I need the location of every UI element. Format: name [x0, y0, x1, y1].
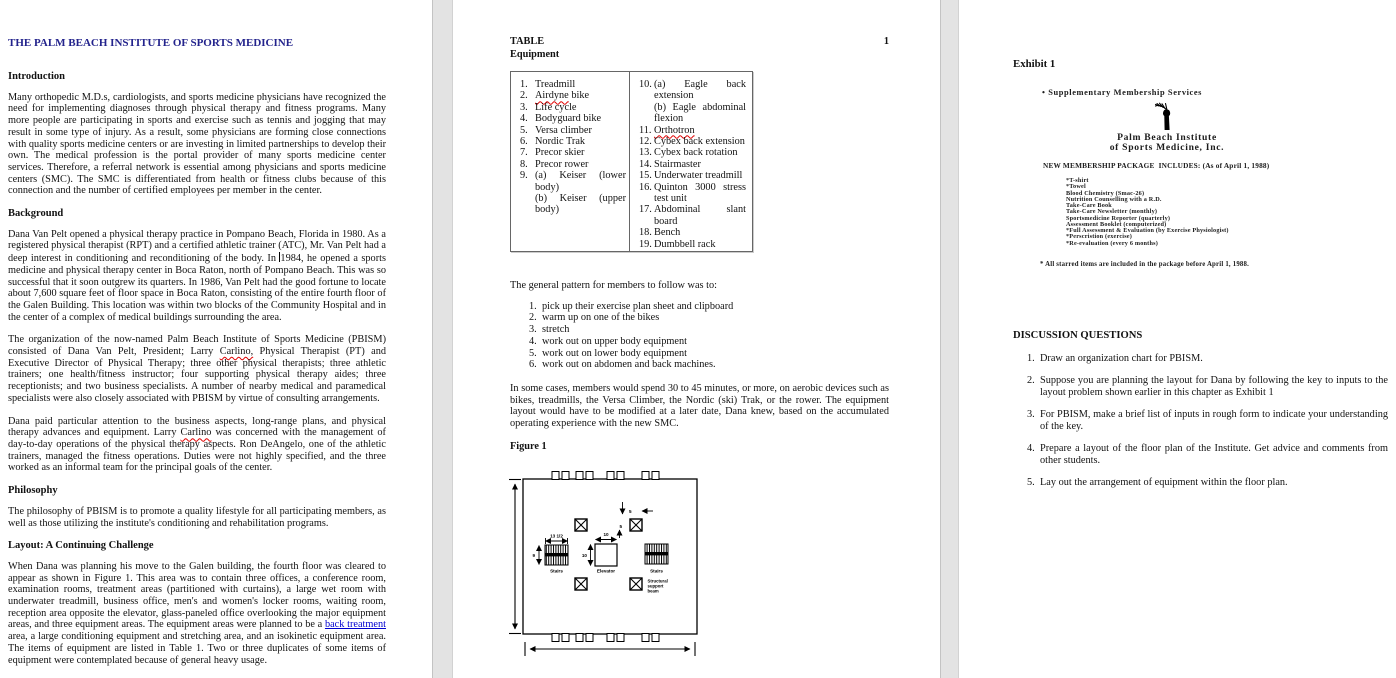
misspelled-word: Orthotron [654, 124, 695, 136]
paragraph-layout [8, 561, 386, 666]
heading-exhibit: Exhibit 1 [1013, 58, 1056, 70]
package-heading: NEW MEMBERSHIP PACKAGE INCLUDES: (As of April 1, 1988) [1043, 161, 1270, 170]
equipment-row [639, 159, 746, 170]
paragraph-aerobic: In some cases, members would spend 30 to 45 minutes, or more, on aerobic devices such as bikes, treadmills, the Versa Climber, the Nordic (ski) Trak, or the rower. The equipment layout would have to be modified at a later date, Dana knew, based on the accumulated operating experience with the new SMC. [510, 382, 889, 430]
package-item: Nutrition Counselling with a R.D. [1066, 195, 1162, 203]
discussion-question [1027, 443, 1390, 467]
discussion-question [1027, 409, 1390, 433]
question-text: Lay out the arrangement of equipment within the floor plan. [1040, 476, 1288, 488]
equipment-number: 13. [639, 147, 652, 159]
paragraph-philosophy: The philosophy of PBISM is to promote a quality lifestyle for all participating members, as well as those utilizing the institute's conditioning and rehabilitation programs. [8, 505, 386, 529]
page-gutter [940, 0, 959, 678]
heading-philosophy: Philosophy [8, 485, 58, 497]
equipment-name: Quinton 3000 stress test unit [654, 181, 746, 205]
beam-offset-dim: 5 [629, 509, 632, 515]
step-number: 4. [529, 335, 537, 347]
equipment-row [639, 227, 746, 238]
equipment-row [639, 136, 746, 147]
equipment-name: Versa climber [535, 124, 592, 136]
package-item: Take-Care Book [1066, 202, 1112, 209]
question-text: Suppose you are planning the layout for Dana by following the key to inputs to the layout problem shown earlier in this chapter as Exhibit 1 [1040, 375, 1388, 398]
equipment-name: Dumbbell rack [654, 238, 716, 250]
svg-text:beam: beam [647, 588, 659, 594]
page-gutter [432, 0, 453, 678]
organization-name-line2: of Sports Medicine, Inc. [1109, 142, 1225, 153]
package-item: Blood Chemistry (Smac-26) [1066, 189, 1145, 197]
document-title: THE PALM BEACH INSTITUTE OF SPORTS MEDICINE [8, 37, 294, 49]
organization-name-line1: Palm Beach Institute [1117, 132, 1217, 143]
package-item-list [1066, 178, 1315, 247]
equipment-name: (b) Keiser (upper body) [535, 193, 626, 216]
equipment-number: 12. [639, 136, 652, 148]
floor-plan-figure [505, 457, 710, 657]
discussion-question [1027, 477, 1390, 489]
equipment-number [520, 193, 535, 216]
equipment-row [520, 147, 626, 158]
text-segment: 1984, he opened a sports medicine and physical therapy center in Boca Raton, north of Pompano Beach. This was so successful that it soon outgrew its quarters. In 1986, Van Pelt had the good fortune to locate about 7,600 square feet of floor space in Boca Raton, consisting of the entire fourth floor of the Galen Building. This location was within two blocks of the Community Hospital and in the center of a complex of medical buildings surrounding the area. [8, 253, 386, 323]
pattern-step [529, 359, 889, 371]
equipment-row [520, 193, 626, 216]
stairs-right-label: Stairs [650, 568, 663, 574]
step-text: stretch [542, 324, 570, 336]
equipment-name [535, 90, 626, 101]
equipment-column-right [629, 72, 752, 251]
equipment-number: 16. [639, 181, 652, 193]
step-number: 6. [529, 359, 537, 371]
equipment-number: 15. [639, 170, 652, 182]
table-header-row [510, 36, 889, 49]
question-number: 2. [1027, 375, 1035, 387]
table-heading: TABLE [510, 36, 545, 47]
package-item: *Full Assessment & Evaluation (by Exercise Physiologist) [1066, 227, 1229, 234]
equipment-number: 8. [520, 158, 528, 170]
text-segment: was concerned with the management of day-to-day operations of the physical therapy aspects. Ron DeAngelo, one of the athletic trainers, managed the fitness operations. Duties were not highly specified, and the three worked as an informal team for the principal goals of the center. [8, 427, 386, 474]
equipment-column-left [511, 72, 629, 251]
package-item: *T-shirt [1066, 177, 1089, 184]
package-item: Sportsmedicine Reporter (quarterly) [1066, 214, 1171, 222]
page-1 [0, 0, 432, 678]
question-text: Draw an organization chart for PBISM. [1040, 353, 1203, 365]
equipment-row [520, 102, 626, 113]
equipment-name: (a) Keiser (lower body) [535, 170, 626, 193]
step-number: 3. [529, 324, 537, 336]
equipment-name: Precor rower [535, 158, 589, 170]
package-item: Assessment Booklet (computerized) [1066, 220, 1167, 228]
text-segment: Dana Van Pelt opened a physical therapy practice in Pompano Beach, Florida in 1980. As a registered physical therapist (RPT) and a certified athletic trainer (ATC), Mr. Van Pelt had a deep interest in conditioning and reconditioning of the body. In [8, 228, 386, 265]
equipment-number: 19. [639, 238, 652, 250]
stairs-right [645, 544, 668, 574]
equipment-name: Bodyguard bike [535, 113, 602, 125]
equipment-row [639, 170, 746, 181]
package-item: Take-Care Newsletter (monthly) [1066, 208, 1158, 216]
text-segment: When Dana was planning his move to the Galen building, the fourth floor was cleared to appear as shown in Figure 1. This area was to contain three offices, a conference room, examination rooms, treatment areas (partitioned with curtains), a large wet room with underwater treadmill, business office, men's and women's locker rooms, waiting room, reception area opposite the elevator, glass-paneled office overlooking the major equipment areas, and three equipment areas. The equipment areas were planned to be a [8, 560, 386, 631]
discussion-question [1027, 375, 1390, 399]
pattern-step [529, 312, 889, 324]
heading-discussion-questions: DISCUSSION QUESTIONS [1013, 330, 1143, 342]
equipment-name: (a) Eagle back extension [654, 79, 746, 102]
step-number: 2. [529, 312, 537, 324]
question-number: 5. [1027, 476, 1035, 488]
page-number: 1 [883, 36, 889, 47]
equipment-row [639, 239, 746, 250]
question-number: 3. [1027, 408, 1035, 420]
text-segment: bike [568, 90, 590, 102]
package-item: *Towel [1066, 183, 1086, 191]
pattern-step [529, 348, 889, 360]
elevator-depth-dim: 10 [581, 553, 587, 559]
equipment-name [654, 125, 746, 136]
equipment-row [520, 136, 626, 147]
discussion-question-list [1027, 353, 1390, 488]
misspelled-word: Carlino, [219, 346, 254, 358]
exhibit-subtitle-line [1042, 87, 1315, 99]
pattern-step [529, 301, 889, 313]
figure-caption: Figure 1 [510, 440, 547, 452]
support-beam-icon [630, 519, 642, 531]
equipment-row [520, 125, 626, 136]
discussion-question [1027, 353, 1390, 365]
page-3 [959, 0, 1396, 678]
paragraph-background-2 [8, 334, 386, 404]
equipment-name: Precor skier [535, 147, 585, 159]
equipment-name: Underwater treadmill [654, 170, 743, 182]
equipment-number: 9. [520, 170, 528, 182]
exhibit-1-block [1019, 87, 1315, 268]
heading-background: Background [8, 208, 64, 220]
table-subtitle: Equipment [510, 48, 560, 60]
step-text: work out on lower body equipment [542, 347, 687, 359]
paragraph-background-3 [8, 416, 386, 475]
question-number: 1. [1027, 353, 1035, 365]
elevator-width-dim: 10 [603, 532, 609, 538]
elevator-label: Elevator [596, 568, 616, 574]
equipment-number: 1. [520, 79, 528, 90]
misspelled-word: Carlino [180, 427, 212, 439]
equipment-row [639, 125, 746, 136]
equipment-name: Stairmaster [654, 158, 701, 170]
equipment-number: 10. [639, 79, 652, 90]
step-number: 1. [529, 300, 537, 312]
member-pattern-list [529, 301, 889, 371]
equipment-name: Life cycle [535, 101, 577, 113]
arm-holding-palm-frond-icon [1154, 102, 1180, 132]
package-item: *Perscristion (exercise) [1066, 233, 1133, 241]
text-segment: The organization of the now-named Palm Beach Institute of Sports Medicine (PBISM) consisted of Dana Van Pelt, President; Larry [8, 334, 386, 358]
question-text: Prepare a layout of the floor plan of the Institute. Get advice and comments from other students. [1040, 442, 1388, 466]
text-segment: Physical Therapist (PT) and Executive Director of Physical Therapy; three other physical therapists; three athletic trainers; one health/fitness instructor; four supporting physical therapy aides; three receptionists; and two business specialists. A number of nearby medical and paramedical specialists were also closely associated with PBISM by virtue of consulting arrangements. [8, 346, 386, 404]
question-text: For PBISM, make a brief list of inputs in rough form to indicate your understanding of the key. [1040, 408, 1388, 432]
equipment-row [639, 102, 746, 125]
equipment-number [639, 102, 654, 125]
svg-text:Structural: Structural [647, 578, 668, 584]
elevator [582, 532, 617, 574]
equipment-name: (b) Eagle abdominal flexion [654, 101, 746, 125]
back-treatment-link[interactable]: back treatment [324, 619, 386, 631]
equipment-number: 11. [639, 124, 652, 136]
equipment-name: Nordic Trak [535, 136, 586, 148]
equipment-number: 6. [520, 136, 528, 148]
support-beam-label [648, 579, 668, 594]
stairs-width-dim: 13 1/2 [550, 533, 563, 539]
equipment-row [520, 79, 626, 90]
equipment-number: 4. [520, 113, 528, 125]
equipment-row [639, 182, 746, 205]
support-beam-icon [575, 578, 587, 590]
equipment-number: 7. [520, 147, 528, 159]
pattern-step [529, 324, 889, 336]
bullet-icon: • [1042, 88, 1046, 97]
paragraph-introduction: Many orthopedic M.D.s, cardiologists, and sports medicine physicians have recognized the need for implementing diagnoses through physical therapy and fitness programs. Many more people are participating in sports and exercise such as tennis and jogging that may result in some type of injury. As a result, some physicians are forming close connections with quality sports medicine centers or are investing in limited partnerships to develop their own. The medical profession is the portal provider of many sports medicine center services. Therefore, a referral network is essential among physicians and sports medicine centers (SMC). The SMC is differentiated from health or fitness clubs because of this connection and the number of certified employees per member in the center. [8, 91, 386, 197]
equipment-number: 14. [639, 158, 652, 170]
starred-note: * All starred items are included in the package before April 1, 1988. [1040, 260, 1250, 268]
step-text: pick up their exercise plan sheet and clipboard [542, 300, 734, 312]
text-segment: Dana paid particular attention to the business aspects, long-range plans, and physical therapy advances and equipment. Larry [8, 415, 386, 439]
heading-layout: Layout: A Continuing Challenge [8, 540, 154, 552]
heading-introduction: Introduction [8, 71, 65, 82]
paragraph-pattern-intro: The general pattern for members to follow was to: [510, 280, 718, 291]
equipment-row [520, 90, 626, 101]
equipment-row [639, 147, 746, 158]
step-text: warm up on one of the bikes [542, 312, 660, 324]
support-beam-icon [630, 578, 642, 590]
equipment-number: 18. [639, 227, 652, 239]
equipment-name: Treadmill [535, 79, 576, 90]
equipment-row [520, 159, 626, 170]
equipment-name: Cybex back rotation [654, 147, 738, 159]
equipment-number: 5. [520, 124, 528, 136]
equipment-number: 17. [639, 204, 652, 216]
equipment-name: Cybex back extension [654, 136, 745, 148]
misspelled-word: Airdyne [535, 90, 569, 102]
equipment-name: Bench [654, 227, 681, 239]
equipment-number: 3. [520, 101, 528, 113]
equipment-table [510, 71, 753, 252]
pattern-step [529, 336, 889, 348]
step-text: work out on upper body equipment [542, 335, 687, 347]
column-tabs-bottom [552, 634, 659, 642]
stairs-left-label: Stairs [550, 568, 563, 574]
step-text: work out on abdomen and back machines. [542, 359, 716, 371]
question-number: 4. [1027, 442, 1035, 454]
equipment-number: 2. [520, 90, 528, 102]
step-number: 5. [529, 347, 537, 359]
equipment-row [520, 113, 626, 124]
text-segment: area, a large conditioning equipment and stretching area, and an isokinetic equipment area. The items of equipment are listed in Table 1. Two or three duplicates of some items of equipment were contemplated because of general heavy usage. [8, 631, 386, 666]
page-2 [453, 0, 940, 678]
equipment-name: Abdominal slant board [654, 204, 746, 227]
stairs-left [532, 534, 568, 574]
equipment-row [639, 79, 746, 102]
organization-name [1019, 133, 1315, 153]
package-item: *Re-evaluation (every 6 months) [1066, 239, 1158, 247]
equipment-row [520, 170, 626, 193]
beam-size-dim: 5 [619, 524, 622, 530]
exhibit-subtitle: Supplementary Membership Services [1048, 88, 1203, 97]
paragraph-background-1 [8, 229, 386, 324]
support-beam-icon [575, 519, 587, 531]
stairs-depth-dim: 9 [532, 553, 535, 559]
equipment-row [639, 204, 746, 227]
column-tabs-top [552, 472, 659, 480]
svg-text:support: support [647, 583, 664, 589]
